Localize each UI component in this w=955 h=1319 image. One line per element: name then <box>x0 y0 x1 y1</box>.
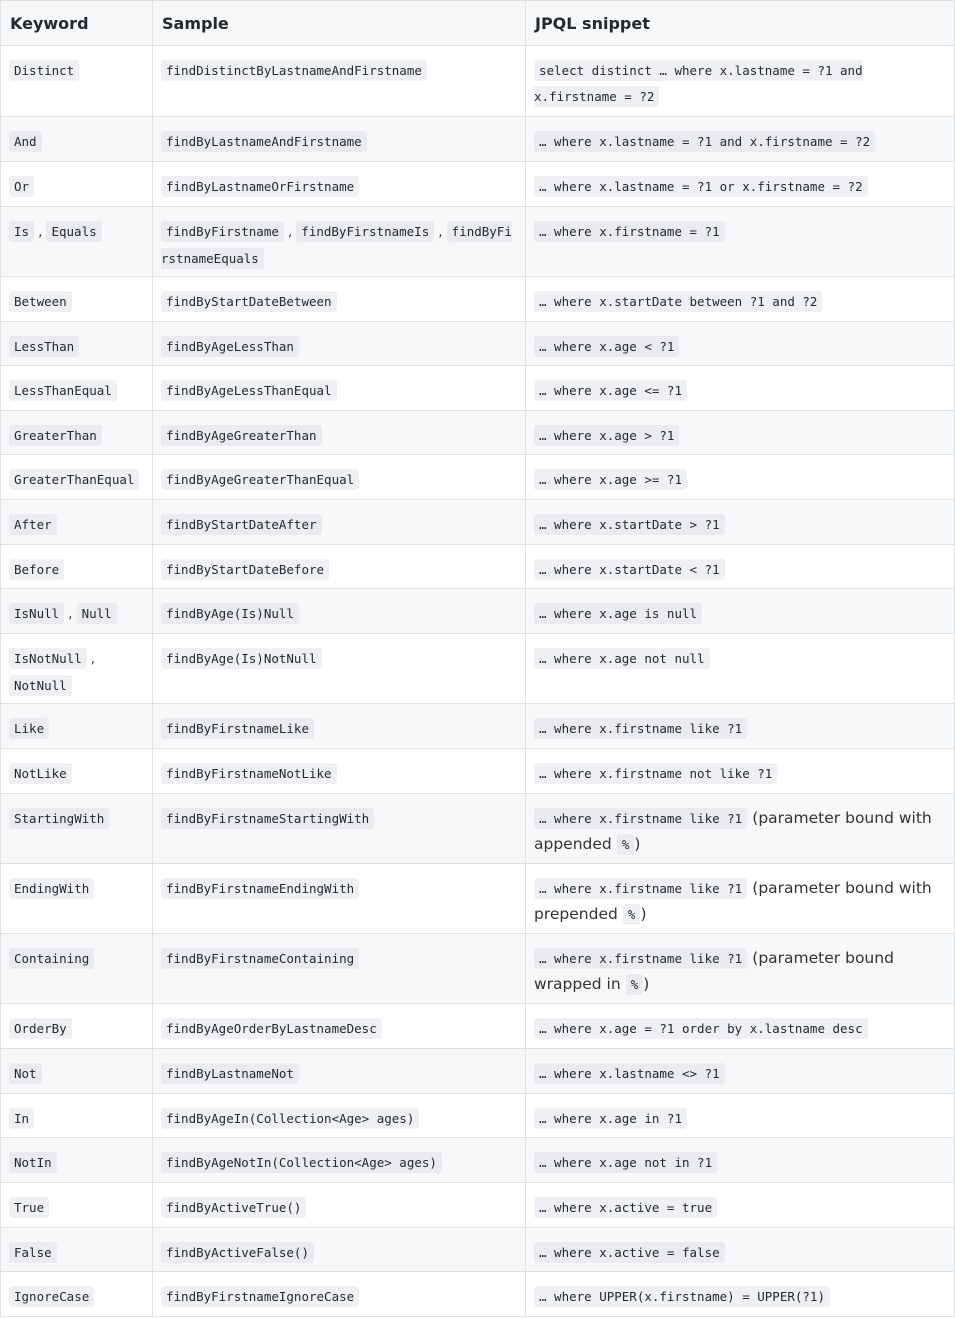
keyword-cell <box>1 366 153 411</box>
sample-code: findByAgeLessThan <box>161 336 299 357</box>
sample-cell <box>153 411 526 455</box>
sample-code: findByLastnameOrFirstname <box>161 176 359 197</box>
jpql-code: … where x.age in ?1 <box>534 1108 687 1129</box>
wildcard-code: % <box>617 834 635 855</box>
jpql-cell <box>526 277 955 322</box>
jpql-cell <box>526 1138 955 1183</box>
jpql-cell <box>526 1272 955 1317</box>
keyword-code: NotIn <box>9 1152 57 1173</box>
table-row <box>1 46 955 117</box>
keyword-cell <box>1 589 153 634</box>
sample-code: findByAgeGreaterThan <box>161 425 322 446</box>
sample-cell <box>153 1094 526 1138</box>
sample-code: findByLastnameNot <box>161 1063 299 1084</box>
keyword-code: Between <box>9 291 72 312</box>
keyword-code: IsNull <box>9 603 64 624</box>
sample-cell <box>153 1228 526 1272</box>
jpql-code: … where x.age <= ?1 <box>534 380 687 401</box>
jpql-cell <box>526 1094 955 1138</box>
sample-cell <box>153 46 526 117</box>
sample-cell <box>153 117 526 162</box>
jpql-cell <box>526 545 955 589</box>
header-jpql-snippet: JPQL snippet <box>526 1 955 46</box>
keyword-cell <box>1 455 153 500</box>
keyword-code: EndingWith <box>9 878 94 899</box>
table-row <box>1 366 955 411</box>
jpql-cell <box>526 46 955 117</box>
jpql-code: … where x.lastname = ?1 or x.firstname = ?2 <box>534 176 868 197</box>
table-row <box>1 864 955 934</box>
keyword-code: Is <box>9 221 34 242</box>
keyword-cell <box>1 1138 153 1183</box>
jpql-cell <box>526 704 955 749</box>
sample-code: findByLastnameAndFirstname <box>161 131 367 152</box>
keyword-cell <box>1 322 153 366</box>
keyword-code: GreaterThanEqual <box>9 469 139 490</box>
sample-code: findDistinctByLastnameAndFirstname <box>161 60 427 81</box>
sample-cell <box>153 749 526 794</box>
jpql-code: … where x.startDate between ?1 and ?2 <box>534 291 822 312</box>
jpql-cell <box>526 1183 955 1228</box>
keyword-code: OrderBy <box>9 1018 72 1039</box>
jpql-note-end: ) <box>643 975 650 993</box>
jpql-code: … where x.age not null <box>534 648 710 669</box>
sample-cell <box>153 277 526 322</box>
keyword-code: StartingWith <box>9 808 109 829</box>
sample-code: findByFirstnameEndingWith <box>161 878 359 899</box>
keyword-code: LessThanEqual <box>9 380 117 401</box>
jpql-cell <box>526 366 955 411</box>
sample-cell <box>153 455 526 500</box>
sample-code: findByAgeGreaterThanEqual <box>161 469 359 490</box>
sample-cell <box>153 162 526 207</box>
sample-cell <box>153 934 526 1004</box>
separator: , <box>283 225 297 240</box>
keyword-cell <box>1 794 153 864</box>
sample-code: findByFirstnameLike <box>161 718 314 739</box>
table-row <box>1 1138 955 1183</box>
jpql-code: … where x.age >= ?1 <box>534 469 687 490</box>
keyword-cell <box>1 1094 153 1138</box>
keyword-code: After <box>9 514 57 535</box>
jpql-code: … where x.firstname like ?1 <box>534 948 747 969</box>
table-row <box>1 455 955 500</box>
keyword-code: Equals <box>46 221 101 242</box>
keyword-cell <box>1 117 153 162</box>
jpql-cell <box>526 1004 955 1049</box>
table-row <box>1 117 955 162</box>
jpql-cell <box>526 455 955 500</box>
sample-code: findByFirstnameContaining <box>161 948 359 969</box>
keyword-cell <box>1 1228 153 1272</box>
sample-code: findByFirstnameEquals <box>161 221 512 269</box>
table-row <box>1 1183 955 1228</box>
keyword-code: Before <box>9 559 64 580</box>
table-row <box>1 704 955 749</box>
keyword-cell <box>1 864 153 934</box>
table-row <box>1 162 955 207</box>
jpql-cell <box>526 634 955 704</box>
keyword-code: In <box>9 1108 34 1129</box>
sample-cell <box>153 704 526 749</box>
sample-code: findByAgeOrderByLastnameDesc <box>161 1018 382 1039</box>
sample-code: findByActiveFalse() <box>161 1242 314 1263</box>
jpql-cell <box>526 162 955 207</box>
jpql-cell <box>526 1228 955 1272</box>
jpql-cell <box>526 1049 955 1094</box>
jpql-code: … where x.age < ?1 <box>534 336 679 357</box>
sample-code: findByStartDateBetween <box>161 291 337 312</box>
sample-cell <box>153 634 526 704</box>
keyword-code: False <box>9 1242 57 1263</box>
jpql-cell <box>526 322 955 366</box>
sample-cell <box>153 1138 526 1183</box>
sample-code: findByStartDateBefore <box>161 559 329 580</box>
table-row <box>1 500 955 545</box>
jpql-code: … where x.active = true <box>534 1197 717 1218</box>
keyword-cell <box>1 934 153 1004</box>
sample-cell <box>153 207 526 277</box>
sample-cell <box>153 322 526 366</box>
jpql-code: … where x.age = ?1 order by x.lastname desc <box>534 1018 868 1039</box>
keyword-cell <box>1 704 153 749</box>
sample-code: findByActiveTrue() <box>161 1197 306 1218</box>
jpql-cell <box>526 749 955 794</box>
table-row <box>1 411 955 455</box>
table-row <box>1 934 955 1004</box>
keyword-cell <box>1 634 153 704</box>
jpql-code: … where x.lastname <> ?1 <box>534 1063 725 1084</box>
jpql-cell <box>526 411 955 455</box>
table-row <box>1 749 955 794</box>
jpql-code: … where x.firstname = ?1 <box>534 221 725 242</box>
jpql-note-end: ) <box>634 835 641 853</box>
header-sample: Sample <box>153 1 526 46</box>
sample-code: findByStartDateAfter <box>161 514 322 535</box>
sample-code: findByAgeIn(Collection<Age> ages) <box>161 1108 419 1129</box>
sample-code: findByAgeNotIn(Collection<Age> ages) <box>161 1152 442 1173</box>
separator: , <box>34 225 47 240</box>
keyword-cell <box>1 1004 153 1049</box>
sample-cell <box>153 1183 526 1228</box>
jpql-cell <box>526 934 955 1004</box>
sample-code: findByFirstnameStartingWith <box>161 808 374 829</box>
keyword-code: Null <box>77 603 117 624</box>
jpql-code: … where x.age not in ?1 <box>534 1152 717 1173</box>
keyword-code: Or <box>9 176 34 197</box>
jpql-code: … where x.startDate < ?1 <box>534 559 725 580</box>
jpql-code: select distinct … where x.lastname = ?1 and x.firstname = ?2 <box>534 60 863 107</box>
keyword-code: Like <box>9 718 49 739</box>
jpql-cell <box>526 589 955 634</box>
jpql-cell <box>526 794 955 864</box>
keyword-cell <box>1 749 153 794</box>
keyword-code: IgnoreCase <box>9 1286 94 1307</box>
separator: , <box>64 607 77 622</box>
keyword-code: Distinct <box>9 60 79 81</box>
table-row <box>1 322 955 366</box>
sample-code: findByAge(Is)Null <box>161 603 299 624</box>
jpql-code: … where x.firstname like ?1 <box>534 878 747 899</box>
keyword-code: And <box>9 131 42 152</box>
keyword-code: Containing <box>9 948 94 969</box>
table-header-row <box>1 1 955 46</box>
table-row <box>1 277 955 322</box>
sample-code: findByAgeLessThanEqual <box>161 380 337 401</box>
table-row <box>1 1094 955 1138</box>
jpql-code: … where x.active = false <box>534 1242 725 1263</box>
sample-cell <box>153 545 526 589</box>
jpql-code: … where x.startDate > ?1 <box>534 514 725 535</box>
sample-cell <box>153 1272 526 1317</box>
jpql-code: … where x.age is null <box>534 603 702 624</box>
sample-code: findByFirstname <box>161 221 284 242</box>
jpql-cell <box>526 864 955 934</box>
sample-cell <box>153 589 526 634</box>
keyword-cell <box>1 500 153 545</box>
jpql-note: (parameter bound with prepended <box>534 879 932 923</box>
keyword-cell <box>1 1183 153 1228</box>
table-row <box>1 1228 955 1272</box>
separator: , <box>434 225 447 240</box>
jpql-code: … where UPPER(x.firstname) = UPPER(?1) <box>534 1286 830 1307</box>
wildcard-code: % <box>623 904 641 925</box>
keyword-cell <box>1 1049 153 1094</box>
sample-cell <box>153 794 526 864</box>
table-row <box>1 794 955 864</box>
jpql-code: … where x.firstname like ?1 <box>534 808 747 829</box>
jpql-note: (parameter bound with appended <box>534 809 932 853</box>
sample-cell <box>153 500 526 545</box>
jpql-note: (parameter bound wrapped in <box>534 949 894 993</box>
jpql-note-end: ) <box>640 905 647 923</box>
table-row <box>1 634 955 704</box>
header-keyword: Keyword <box>1 1 153 46</box>
jpql-cell <box>526 207 955 277</box>
jpql-code: … where x.firstname like ?1 <box>534 718 747 739</box>
keyword-cell <box>1 545 153 589</box>
table-row <box>1 545 955 589</box>
table-row <box>1 1004 955 1049</box>
separator: , <box>86 652 95 667</box>
table-row <box>1 207 955 277</box>
table-row <box>1 1049 955 1094</box>
jpql-cell <box>526 117 955 162</box>
keyword-cell <box>1 1272 153 1317</box>
sample-code: findByFirstnameIs <box>296 221 434 242</box>
table-row <box>1 589 955 634</box>
keyword-cell <box>1 411 153 455</box>
keyword-code: Not <box>9 1063 42 1084</box>
keyword-cell <box>1 162 153 207</box>
sample-cell <box>153 864 526 934</box>
keyword-cell <box>1 207 153 277</box>
sample-code: findByFirstnameNotLike <box>161 763 337 784</box>
sample-code: findByAge(Is)NotNull <box>161 648 322 669</box>
sample-cell <box>153 1049 526 1094</box>
jpql-code: … where x.lastname = ?1 and x.firstname = ?2 <box>534 131 875 152</box>
sample-cell <box>153 366 526 411</box>
jpql-code: … where x.firstname not like ?1 <box>534 763 777 784</box>
keyword-code: NotNull <box>9 675 72 696</box>
jpql-cell <box>526 500 955 545</box>
keyword-code: LessThan <box>9 336 79 357</box>
sample-cell <box>153 1004 526 1049</box>
keyword-code: True <box>9 1197 49 1218</box>
keyword-cell <box>1 277 153 322</box>
wildcard-code: % <box>626 974 644 995</box>
keyword-code: NotLike <box>9 763 72 784</box>
sample-code: findByFirstnameIgnoreCase <box>161 1286 359 1307</box>
keyword-code: GreaterThan <box>9 425 102 446</box>
table-row <box>1 1272 955 1317</box>
keyword-code: IsNotNull <box>9 648 87 669</box>
jpql-code: … where x.age > ?1 <box>534 425 679 446</box>
keyword-cell <box>1 46 153 117</box>
